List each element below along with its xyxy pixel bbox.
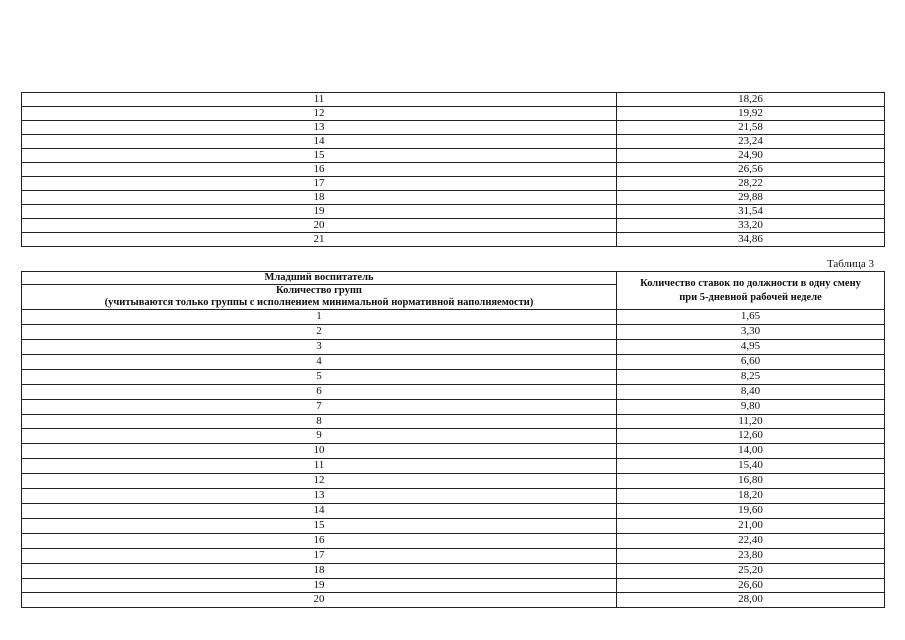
table-row [22,177,885,191]
rate-cell: 6,60 [617,354,885,369]
group-count-cell: 15 [22,518,617,533]
header-groups-column [22,285,617,310]
table-row [22,593,885,608]
rate-cell: 18,26 [617,93,885,107]
table-row [22,429,885,444]
rate-cell: 29,88 [617,191,885,205]
group-count-cell: 20 [22,593,617,608]
table-row [22,474,885,489]
table-row [22,219,885,233]
rate-cell: 12,60 [617,429,885,444]
group-count-cell: 16 [22,533,617,548]
rate-cell: 26,56 [617,163,885,177]
rate-cell: 21,00 [617,518,885,533]
group-count-cell: 1 [22,310,617,325]
header-rates-line1: Количество ставок по должности в одну смену [640,277,861,289]
rate-cell: 22,40 [617,533,885,548]
rate-cell: 33,20 [617,219,885,233]
group-count-cell: 18 [22,563,617,578]
header-groups-line2: (учитываются только группы с исполнением минимальной нормативной наполняемости) [104,297,534,309]
rates-table-continued [21,92,885,247]
rate-cell: 34,86 [617,233,885,247]
group-count-cell: 19 [22,578,617,593]
group-count-cell: 9 [22,429,617,444]
group-count-cell: 7 [22,399,617,414]
rate-cell: 16,80 [617,474,885,489]
group-count-cell: 11 [22,93,617,107]
group-count-cell: 13 [22,489,617,504]
table-row [22,340,885,355]
header-rates-column [617,272,885,310]
group-count-cell: 15 [22,149,617,163]
rate-cell: 19,60 [617,503,885,518]
table-row [22,163,885,177]
group-count-cell: 21 [22,233,617,247]
table-row [22,459,885,474]
table-row [22,135,885,149]
rate-cell: 19,92 [617,107,885,121]
rate-cell: 24,90 [617,149,885,163]
rate-cell: 25,20 [617,563,885,578]
table-row [22,205,885,219]
rate-cell: 9,80 [617,399,885,414]
table-row [22,548,885,563]
table-row [22,354,885,369]
rate-cell: 26,60 [617,578,885,593]
rates-table-continued-body [22,93,885,247]
group-count-cell: 4 [22,354,617,369]
table-row [22,444,885,459]
table-row [22,578,885,593]
table-row [22,414,885,429]
table-3-junior-educator [21,271,885,608]
table-row [22,533,885,548]
group-count-cell: 6 [22,384,617,399]
group-count-cell: 3 [22,340,617,355]
table-3-header [22,272,885,310]
header-groups-line1: Количество групп [276,285,362,297]
group-count-cell: 13 [22,121,617,135]
table-row [22,489,885,504]
group-count-cell: 14 [22,503,617,518]
table-row [22,369,885,384]
table-row [22,310,885,325]
table-3-body [22,310,885,608]
rate-cell: 15,40 [617,459,885,474]
table-3-caption: Таблица 3 [826,258,874,270]
group-count-cell: 19 [22,205,617,219]
rate-cell: 4,95 [617,340,885,355]
group-count-cell: 18 [22,191,617,205]
group-count-cell: 10 [22,444,617,459]
table-row [22,107,885,121]
group-count-cell: 12 [22,474,617,489]
group-count-cell: 12 [22,107,617,121]
group-count-cell: 16 [22,163,617,177]
header-rates-line2: при 5-дневной рабочей неделе [679,291,822,303]
table-row [22,233,885,247]
table-row [22,563,885,578]
group-count-cell: 5 [22,369,617,384]
group-count-cell: 14 [22,135,617,149]
table-row [22,325,885,340]
header-title: Младший воспитатель [22,272,617,285]
rate-cell: 23,24 [617,135,885,149]
group-count-cell: 17 [22,177,617,191]
table-row [22,384,885,399]
rate-cell: 18,20 [617,489,885,504]
group-count-cell: 20 [22,219,617,233]
table-row [22,93,885,107]
rate-cell: 1,65 [617,310,885,325]
rate-cell: 28,00 [617,593,885,608]
rate-cell: 23,80 [617,548,885,563]
table-row [22,191,885,205]
rate-cell: 8,40 [617,384,885,399]
group-count-cell: 17 [22,548,617,563]
group-count-cell: 2 [22,325,617,340]
group-count-cell: 8 [22,414,617,429]
rate-cell: 31,54 [617,205,885,219]
table-row [22,518,885,533]
rate-cell: 28,22 [617,177,885,191]
table-row [22,149,885,163]
table-row [22,503,885,518]
rate-cell: 3,30 [617,325,885,340]
table-row [22,121,885,135]
group-count-cell: 11 [22,459,617,474]
rate-cell: 14,00 [617,444,885,459]
rate-cell: 8,25 [617,369,885,384]
table-row [22,399,885,414]
rate-cell: 11,20 [617,414,885,429]
rate-cell: 21,58 [617,121,885,135]
